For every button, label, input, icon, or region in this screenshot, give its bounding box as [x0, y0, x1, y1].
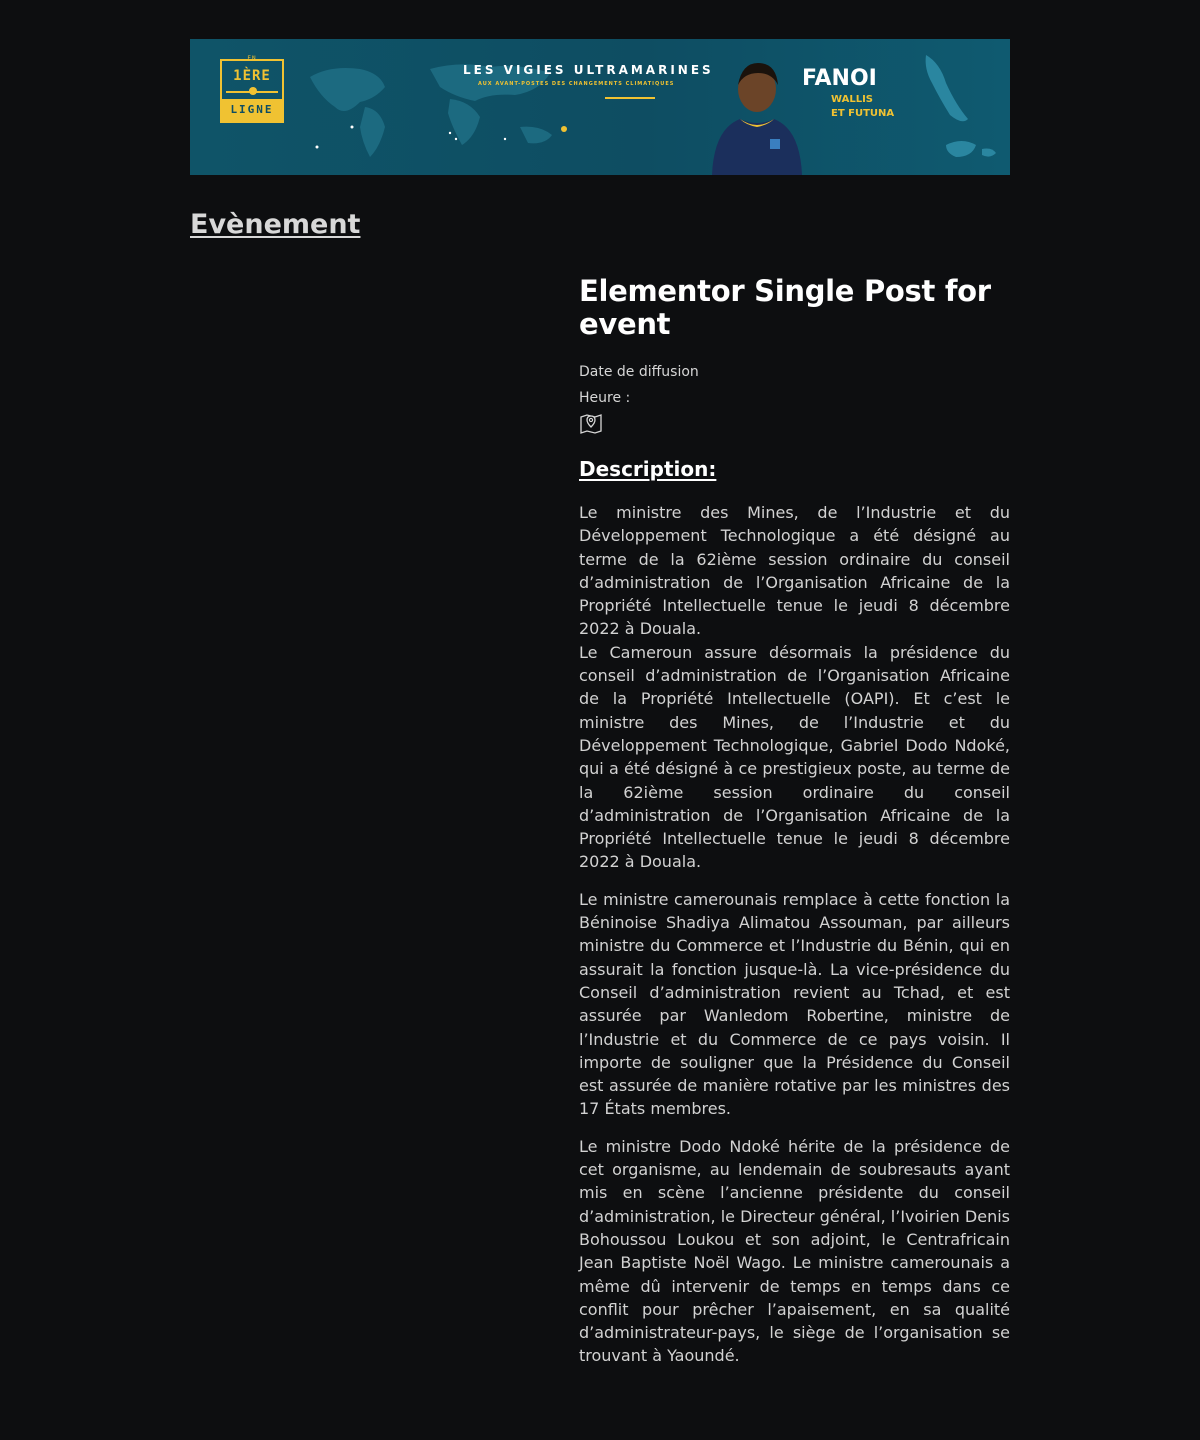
description-paragraph: Le Cameroun assure désormais la présidence du conseil d’administration de l’Organisation Africaine de la Propriété Intellectuelle (OAPI). Et c’est le ministre des Mines, de l’Industrie et du Développement Technologique, Gabriel Dodo Ndoké, qui a été désigné à ce prestigieux poste, au terme de la 62ième session ordinaire du conseil d’administration de l’Organisation Africaine de la Propriété Intellectuelle tenue le jeudi 8 décembre 2022 à Douala.: [579, 642, 1010, 872]
logo-bottom-text: LIGNE: [222, 99, 282, 121]
description-body: [579, 501, 1010, 1368]
la1ere-logo: [220, 55, 284, 123]
banner-title: LES VIGIES ULTRAMARINES: [463, 63, 714, 77]
logo-em-text: EN: [247, 55, 257, 62]
banner-accent-line: [605, 97, 655, 99]
banner-subtitle: AUX AVANT-POSTES DES CHANGEMENTS CLIMATIQUES: [478, 81, 675, 87]
time-label: Heure :: [579, 390, 631, 406]
post-title: Elementor Single Post for event: [579, 274, 991, 341]
description-paragraph: Le ministre Dodo Ndoké hérite de la présidence de cet organisme, au lendemain de soubresauts ayant mis en scène l’ancienne présidente du conseil d’administration, le Directeur général, l’Ivoirien Denis Bohoussou Loukou et son adjoint, le Centrafricain Jean Baptiste Noël Wago. Le ministre camerounais a même dû intervenir de temps en temps dans ce conflit pour prêcher l’apaisement, en sa qualité d’administrateur-pays, le siège de l’organisation se trouvant à Yaoundé.: [579, 1136, 1010, 1366]
date-label: Date de diffusion: [579, 364, 699, 380]
islands-map-graphic: [906, 49, 1006, 167]
banner-ad[interactable]: [190, 39, 1010, 175]
post-content: [579, 275, 1010, 1382]
category-link-evenement[interactable]: Evènement: [190, 209, 361, 240]
logo-top-text: 1ÈRE: [233, 68, 271, 84]
map-location-icon: [579, 413, 603, 435]
description-heading: Description:: [579, 457, 717, 481]
banner-location-line1: WALLIS: [831, 94, 873, 105]
post-meta: [579, 359, 1010, 435]
logo-dot: [249, 87, 257, 95]
description-paragraph: Le ministre des Mines, de l’Industrie et du Développement Technologique a été désigné au terme de la 62ième session ordinaire du conseil d’administration de l’Organisation Africaine de la Propriété Intellectuelle tenue le jeudi 8 décembre 2022 à Douala.: [579, 503, 1010, 639]
banner-person-name: FANOI: [802, 66, 877, 91]
person-illustration: [702, 57, 812, 175]
banner-location-line2: ET FUTUNA: [831, 108, 895, 119]
description-paragraph: Le ministre camerounais remplace à cette fonction la Béninoise Shadiya Alimatou Assouman, par ailleurs ministre du Commerce et l’Industrie du Bénin, qui en assurait la fonction jusque-là. La vice-présidence du Conseil d’administration revient au Tchad, et est assurée par Wanledom Robertine, ministre de l’Industrie et du Commerce de ce pays voisin. Il importe de souligner que la Présidence du Conseil est assurée de manière rotative par les ministres des 17 États membres.: [579, 889, 1010, 1119]
